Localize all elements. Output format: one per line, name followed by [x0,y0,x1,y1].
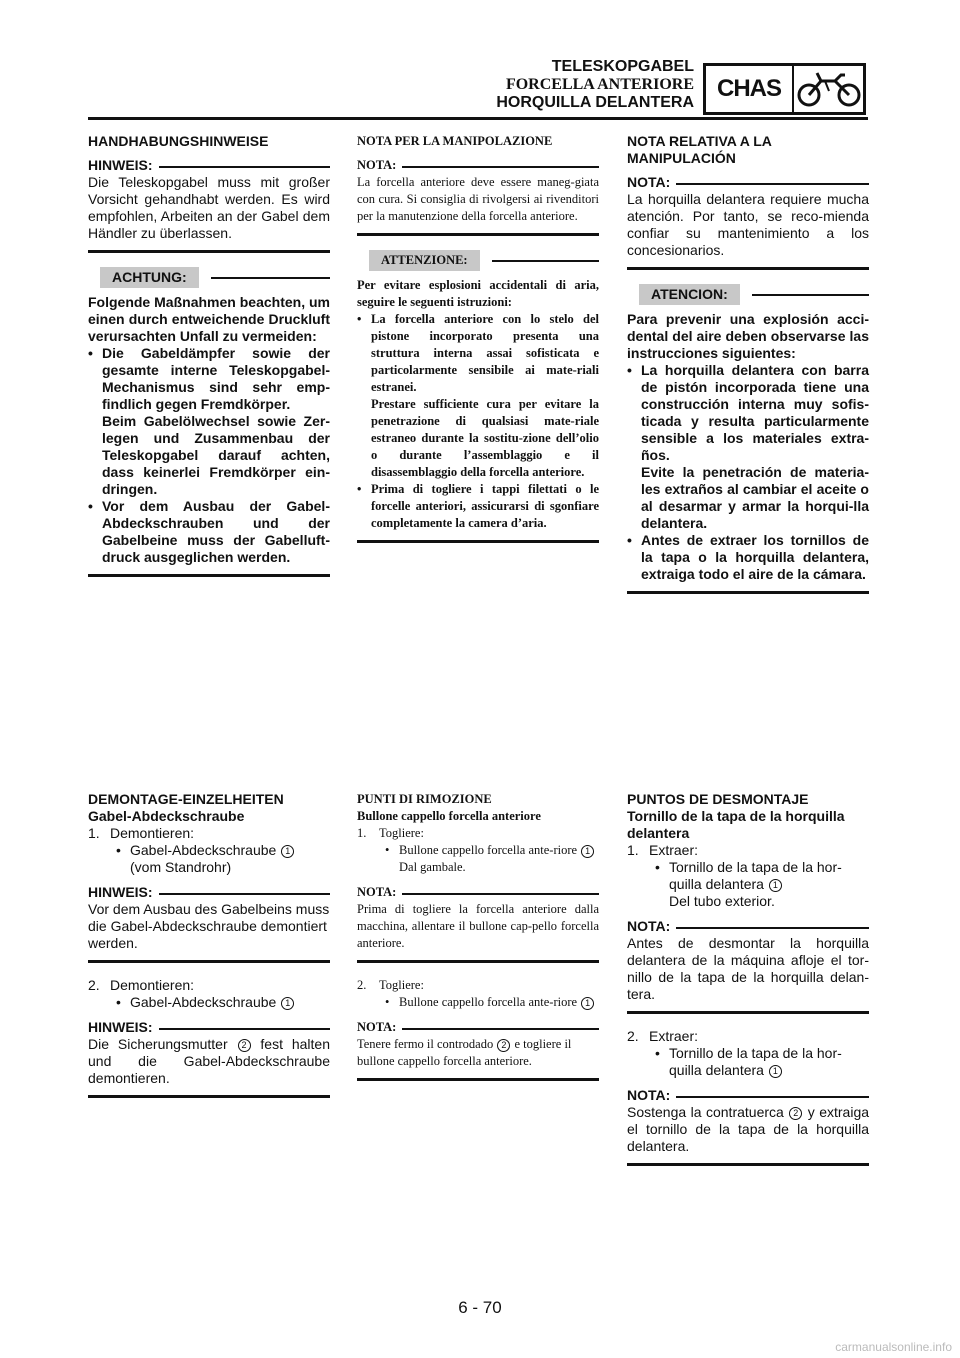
caution-label: ATENCION: [639,284,740,305]
caution-header [627,284,869,305]
section-title: DEMONTAGE-EINZELHEITEN [88,791,284,807]
callout-number: 2 [497,1039,510,1052]
note-end-rule [357,960,599,963]
caution-intro: Para prevenir una explosión acci-dental del aire deben observarse las instrucciones siguientes: [627,311,869,361]
motorcycle-icon [794,66,863,112]
callout-number: 1 [281,845,294,858]
section-title: NOTA PER LA MANIPOLAZIONE [357,134,553,148]
caution-label: ATTENZIONE: [369,250,480,271]
step-2: 2. Demontieren: [88,977,195,993]
note-label: NOTA: [357,157,599,174]
header-title-de: TELESKOPGABEL [551,58,694,75]
callout-number: 1 [581,997,594,1010]
section-removal-de [88,791,330,1112]
caution-end-rule [357,540,599,543]
note-end-rule [88,1095,330,1098]
note-text: Sostenga la contratuerca 2 y extraiga el tornillo de la tapa de la horquilla delantera. [627,1104,870,1154]
note-label: HINWEIS: [88,1019,330,1036]
note-text: Vor dem Ausbau des Gabelbeins muss die Gabel-Abdeckschraube demontiert werden. [88,901,330,951]
section-subtitle: Gabel-Abdeckschraube [88,808,245,824]
note-label: NOTA: [627,1087,869,1104]
note-label: NOTA: [357,1019,599,1036]
header-title-es: HORQUILLA DELANTERA [496,94,694,111]
note-text: Tenere fermo il controdado 2 e togliere il bullone cappello forcella anteriore. [357,1037,572,1068]
caution-bullet: • Die Gabeldämpfer sowie der gesamte interne Teleskopgabel-Mechanismus sind sehr emp-findlich gegen Fremdkörper. Beim Gabelölwechsel sowie Zer-legen und Zusammenbau der Teleskopgabel darauf achten, dass keinerlei Fremdkörper ein-dringen. [88,345,330,497]
note-label: NOTA: [627,918,869,935]
step-item: • Gabel-Abdeckschraube 1 [88,994,330,1011]
page-header [496,58,694,112]
note-label: NOTA: [357,884,599,901]
caution-intro: Per evitare esplosioni accidentali di aria, seguire le seguenti istruzioni: [357,278,599,309]
caution-header [88,267,330,288]
callout-number: 1 [769,1065,782,1078]
note-text: Antes de desmontar la horquilla delantera de la máquina afloje el tor-nillo de la tapa de la horquilla delan-tera. [627,935,869,1002]
step-2: 2. Togliere: [357,978,424,992]
step-1: 1. Extraer: [627,842,699,858]
note-text: Die Sicherungsmutter 2 fest halten und die Gabel-Abdeckschraube demontieren. [88,1036,330,1086]
note-end-rule [88,250,330,253]
callout-number: 2 [238,1039,251,1052]
callout-number: 1 [281,997,294,1010]
page-number: 6 - 70 [458,1298,502,1317]
caution-header [357,250,599,271]
note-label: HINWEIS: [88,884,330,901]
section-title: NOTA RELATIVA A LA MANIPULACIÓN [627,133,772,166]
note-end-rule [627,1011,869,1014]
note-end-rule [627,267,869,270]
header-title-it: FORCELLA ANTERIORE [505,76,694,93]
note-text: La forcella anteriore deve essere maneg-giata con cura. Si consiglia di rivolgersi ai rivenditori per la manutenzione della forcella anteriore. [357,175,599,223]
section-handling-es [627,133,869,608]
caution-bullet: • La forcella anteriore con lo stelo del pistone incorporato presenta una struttura interna assai sofisticata e particolarmente sensibile ai mate-riali estranei. Prestare sufficiente cura per evitare la penetrazione di qualsiasi mate-riale estraneo durante la sostitu-zione dell’olio o durante l’assemblaggio e il disassemblaggio della forcella anteriore. [357,312,599,479]
note-end-rule [627,1163,869,1166]
section-title: HANDHABUNGSHINWEISE [88,133,269,149]
callout-number: 2 [789,1107,802,1120]
callout-number: 1 [769,879,782,892]
note-label: HINWEIS: [88,157,330,174]
caution-bullet: • La horquilla delantera con barra de pistón incorporada tiene una construcción interna muy sofis-ticada y resulta particularmente sensible a los materiales extra-ños. Evite la penetración de materia-les extraños al cambiar el aceite o al desarmar y armar la horqui-lla delantera. [627,362,869,531]
note-end-rule [357,233,599,236]
caution-bullet: • Prima di togliere i tappi filettati o le forcelle anteriori, assicurarsi di sgonfiare completamente la camera d’aria. [357,482,599,530]
note-label: NOTA: [627,174,869,191]
section-handling-de [88,133,330,591]
caution-end-rule [627,591,869,594]
section-removal-es [627,791,869,1180]
step-item: • Bullone cappello forcella ante-riore 1 Dal gambale. [357,842,599,876]
section-badge [703,63,866,115]
step-2: 2. Extraer: [627,1028,699,1044]
note-end-rule [357,1078,599,1081]
step-item: • Tornillo de la tapa de la hor-quilla delantera 1 [655,1045,842,1078]
note-text: Die Teleskopgabel muss mit großer Vorsicht gehandhabt werden. Es wird empfohlen, Arbeiten an der Gabel dem Händler zu überlassen. [88,174,330,241]
callout-number: 1 [581,845,594,858]
section-subtitle: Bullone cappello forcella anteriore [357,809,541,823]
section-handling-it [357,133,599,557]
step-1: 1. Demontieren: [88,825,195,841]
caution-bullet: • Vor dem Ausbau der Gabel-Abdeckschrauben und der Gabelbeine muss der Gabelluft-druck ausgeglichen werden. [88,498,330,565]
note-text: Prima di togliere la forcella anteriore dalla macchina, allentare il bullone cap-pello forcella anteriore. [357,902,599,950]
section-label: CHAS [706,66,794,112]
step-1: 1. Togliere: [357,826,424,840]
section-removal-it [357,791,599,1095]
note-text: La horquilla delantera requiere mucha atención. Por tanto, se reco-mienda confiar su mantenimiento a los concesionarios. [627,191,869,258]
caution-bullet: • Antes de extraer los tornillos de la tapa o la horquilla delantera, extraiga todo el aire de la cámara. [627,532,869,582]
section-subtitle: Tornillo de la tapa de la horquilla delantera [627,808,845,841]
step-item: • Tornillo de la tapa de la hor-quilla delantera 1 Del tubo exterior. [655,859,842,909]
caution-intro: Folgende Maßnahmen beachten, um einen durch entweichende Druckluft verursachten Unfall zu vermeiden: [88,294,330,344]
step-item: • Bullone cappello forcella ante-riore 1 [357,994,599,1011]
caution-label: ACHTUNG: [100,267,199,288]
note-end-rule [88,960,330,963]
section-title: PUNTOS DE DESMONTAJE [627,791,809,807]
caution-end-rule [88,574,330,577]
step-item: • Gabel-Abdeckschraube 1 (vom Standrohr) [88,842,330,876]
header-rule [88,117,868,120]
watermark: carmanualsonline.info [835,1340,952,1354]
section-title: PUNTI DI RIMOZIONE [357,792,492,806]
